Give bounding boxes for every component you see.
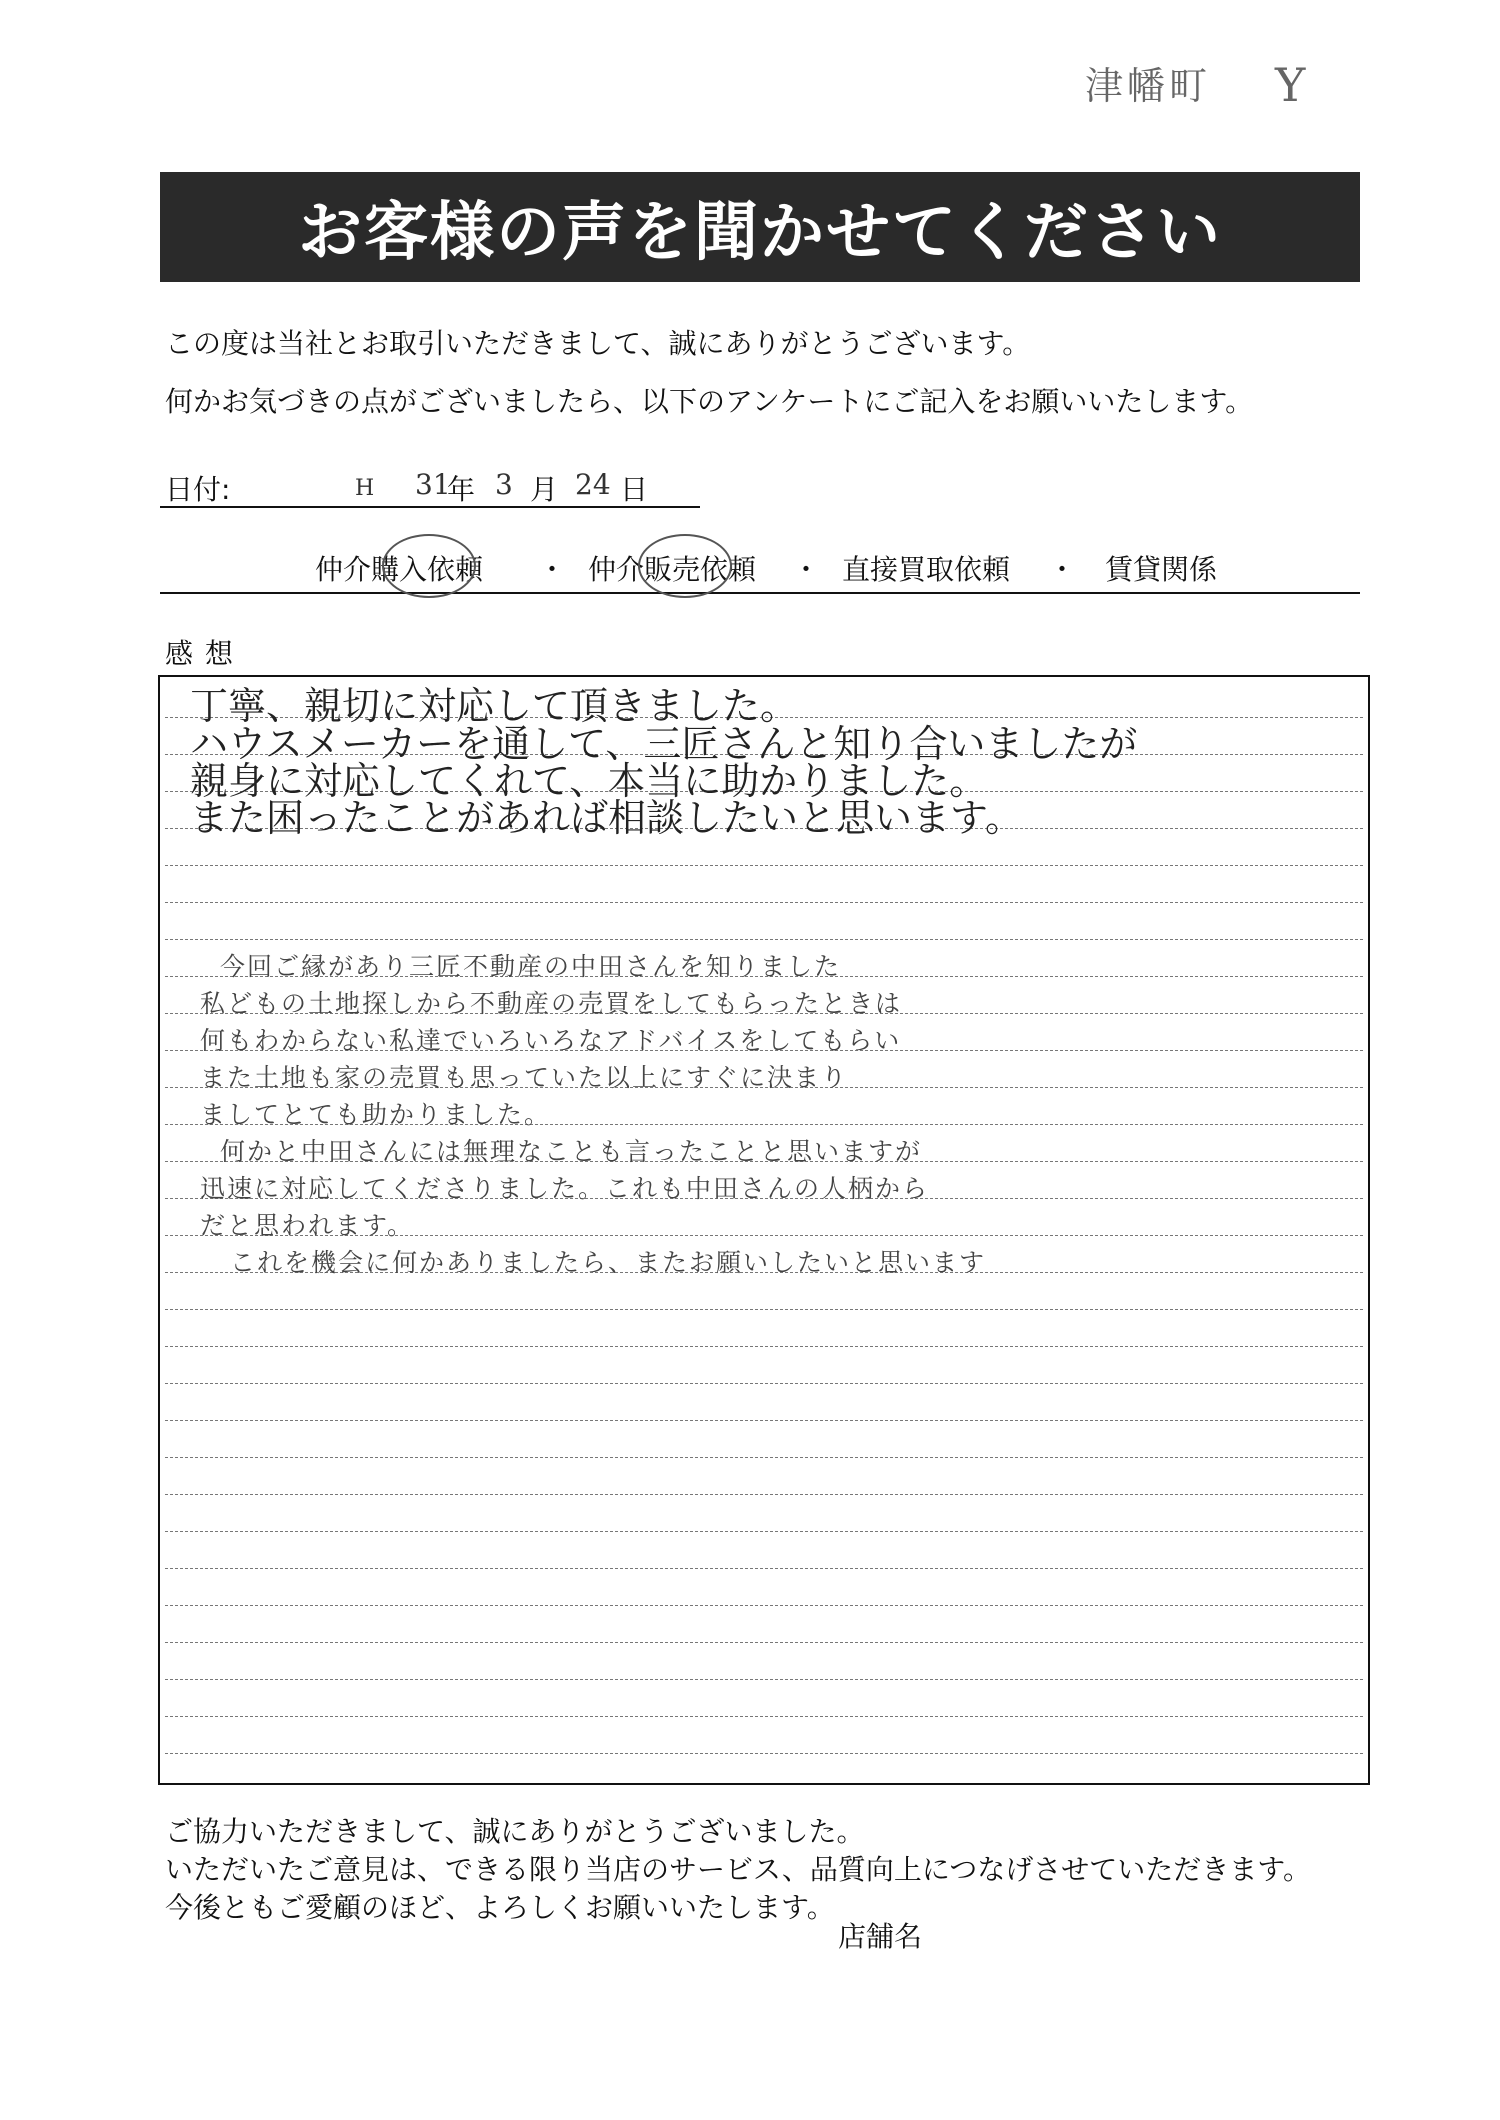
form-title-banner bbox=[160, 172, 1360, 282]
ruled-line bbox=[165, 1605, 1363, 1606]
option-brokerage-sale[interactable]: 仲介販売依頼 bbox=[588, 553, 757, 586]
ruled-line bbox=[165, 1716, 1363, 1717]
date-year-value: 31 bbox=[415, 468, 451, 501]
comment-line: 私どもの土地探しから不動産の売買をしてもらったときは bbox=[200, 989, 903, 1018]
comment-line: 丁寧、親切に対応して頂きました。 bbox=[190, 684, 799, 728]
date-label: 日付: bbox=[165, 473, 231, 506]
comment-line: 迅速に対応してくださりました。これも中田さんの人柄から bbox=[200, 1174, 930, 1203]
inquiry-type-options bbox=[160, 540, 1360, 594]
date-year-unit: 年 bbox=[447, 473, 476, 506]
comment-line: 何かと中田さんには無理なことも言ったことと思いますが bbox=[220, 1137, 923, 1166]
comment-line: 親身に対応してくれて、本当に助かりました。 bbox=[190, 759, 988, 803]
date-era: H bbox=[355, 476, 375, 501]
option-separator: ・ bbox=[1048, 553, 1077, 586]
ruled-line bbox=[165, 1642, 1363, 1643]
ruled-line bbox=[165, 865, 1363, 866]
ruled-line bbox=[165, 939, 1363, 940]
comment-line: これを機会に何かありましたら、またお願いしたいと思います bbox=[230, 1248, 987, 1277]
handwritten-location-note: 津幡町 bbox=[1085, 64, 1212, 108]
option-circle-mark bbox=[382, 534, 476, 598]
ruled-line bbox=[165, 1346, 1363, 1347]
footer-line-1: ご協力いただきまして、誠にありがとうございました。 bbox=[165, 1815, 865, 1848]
option-rental[interactable]: 賃貸関係 bbox=[1105, 553, 1218, 586]
intro-line-1: この度は当社とお取引いただきまして、誠にありがとうございます。 bbox=[165, 327, 1031, 360]
ruled-line bbox=[165, 1679, 1363, 1680]
ruled-line bbox=[165, 1309, 1363, 1310]
date-day-value: 24 bbox=[575, 468, 611, 501]
option-separator: ・ bbox=[538, 553, 567, 586]
comment-box[interactable] bbox=[158, 675, 1370, 1785]
intro-line-2: 何かお気づきの点がございましたら、以下のアンケートにご記入をお願いいたします。 bbox=[165, 385, 1254, 418]
footer-line-2: いただいたご意見は、できる限り当店のサービス、品質向上につなげさせていただきます。 bbox=[165, 1853, 1312, 1886]
ruled-line bbox=[165, 1568, 1363, 1569]
comment-line: 今回ご縁があり三匠不動産の中田さんを知りました bbox=[220, 952, 842, 981]
ruled-line bbox=[165, 1383, 1363, 1384]
option-direct-purchase[interactable]: 直接買取依頼 bbox=[842, 553, 1011, 586]
comment-line: また土地も家の売買も思っていた以上にすぐに決まり bbox=[200, 1063, 849, 1092]
impressions-label: 感想 bbox=[165, 637, 246, 670]
form-title: お客様の声を聞かせてください bbox=[298, 196, 1222, 270]
date-month-value: 3 bbox=[495, 468, 513, 501]
date-day-unit: 日 bbox=[620, 473, 649, 506]
ruled-line bbox=[165, 1457, 1363, 1458]
store-name-label: 店舗名 bbox=[838, 1920, 923, 1953]
comment-line: ましてとても助かりました。 bbox=[200, 1100, 552, 1129]
option-brokerage-purchase[interactable]: 仲介購入依頼 bbox=[315, 553, 484, 586]
ruled-line bbox=[165, 902, 1363, 903]
handwritten-initial: Y bbox=[1275, 58, 1306, 112]
comment-line: だと思われます。 bbox=[200, 1211, 415, 1240]
ruled-line bbox=[165, 1531, 1363, 1532]
comment-line: 何もわからない私達でいろいろなアドバイスをしてもらい bbox=[200, 1026, 902, 1055]
option-circle-mark bbox=[638, 534, 732, 598]
date-month-unit: 月 bbox=[530, 473, 559, 506]
option-separator: ・ bbox=[792, 553, 821, 586]
ruled-line bbox=[165, 1494, 1363, 1495]
ruled-line bbox=[165, 1753, 1363, 1754]
comment-line: また困ったことがあれば相談したいと思います。 bbox=[190, 796, 1023, 840]
date-field[interactable] bbox=[160, 462, 700, 508]
footer-line-3: 今後ともご愛顧のほど、よろしくお願いいたします。 bbox=[165, 1891, 835, 1924]
comment-line: ハウスメーカーを通して、三匠さんと知り合いましたが bbox=[190, 722, 1138, 766]
ruled-line bbox=[165, 1420, 1363, 1421]
